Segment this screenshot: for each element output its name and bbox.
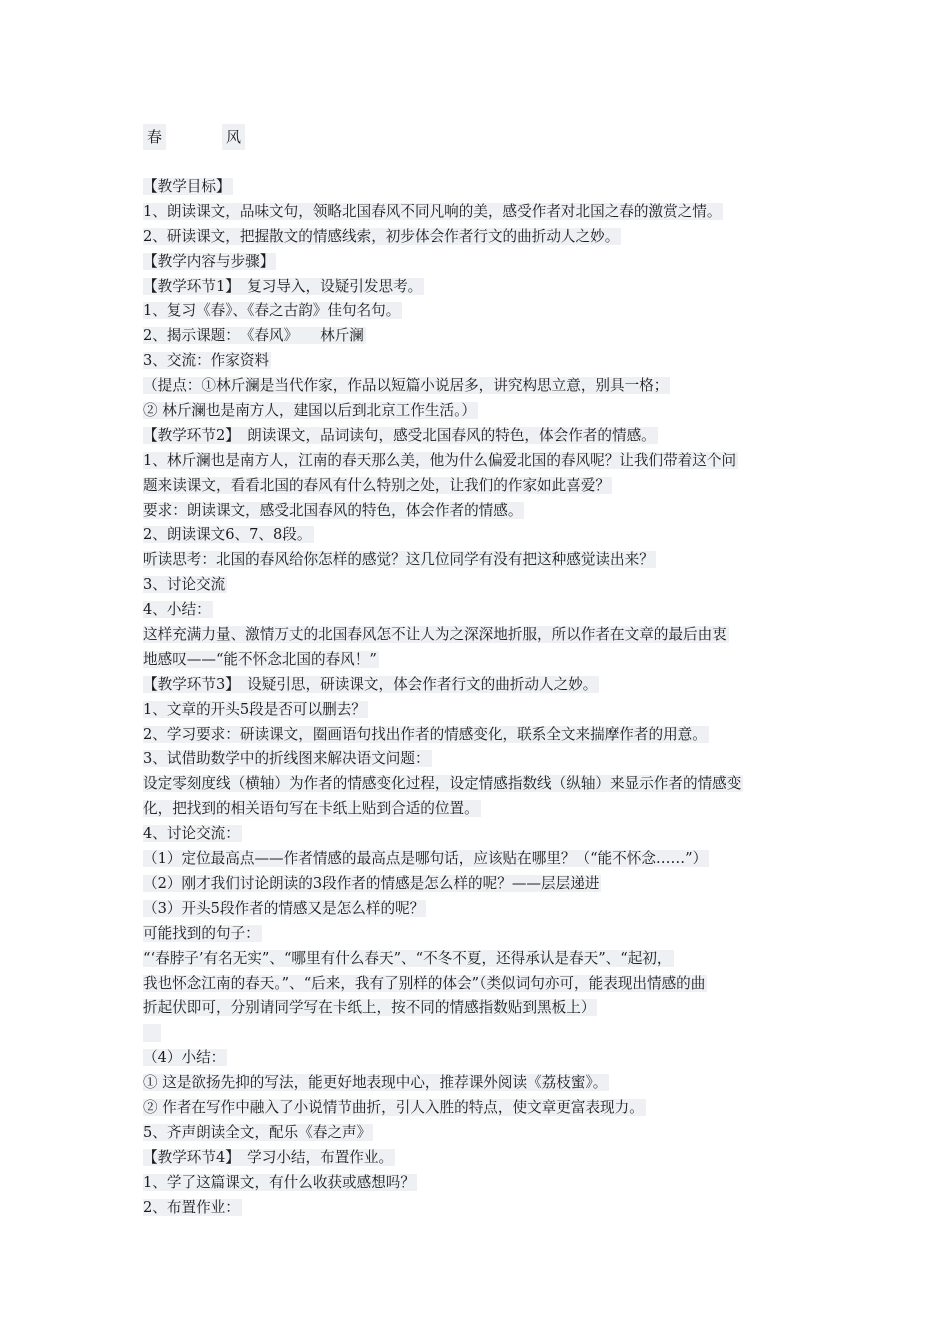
document-body xyxy=(143,175,813,1220)
text-line-content: 折起伏即可，分别请同学写在卡纸上，按不同的情感指数贴到黑板上） xyxy=(143,999,596,1017)
text-line-content: 【教学目标】 xyxy=(143,178,231,195)
text-line-content: （1）定位最高点——作者情感的最高点是哪句话，应该贴在哪里？（“能不怀念……”） xyxy=(143,850,708,868)
text-line xyxy=(143,499,813,524)
text-line-content: （3）开头5段作者的情感又是怎么样的呢？ xyxy=(143,899,425,917)
text-line-content: 【教学环节4】 学习小结，布置作业。 xyxy=(143,1148,394,1166)
text-line xyxy=(143,797,813,822)
text-line-content: 1、复习《春》、《春之古韵》佳句名句。 xyxy=(143,302,401,320)
text-line xyxy=(143,822,813,847)
text-line xyxy=(143,847,813,872)
text-line-content: 可能找到的句子： xyxy=(143,924,260,942)
text-line xyxy=(143,299,813,324)
text-line-content: 4、小结： xyxy=(143,601,211,619)
text-line xyxy=(143,548,813,573)
text-line-content: 地感叹——“能不怀念北国的春风！” xyxy=(143,650,377,668)
text-line xyxy=(143,648,813,673)
text-line-content: 1、学了这篇课文，有什么收获或感想吗？ xyxy=(143,1173,415,1191)
text-line-content: （4）小结： xyxy=(143,1049,226,1067)
text-line xyxy=(143,424,813,449)
text-line xyxy=(143,922,813,947)
text-line-content: ② 林斤澜也是南方人，建国以后到北京工作生活。） xyxy=(143,402,476,420)
text-line-content: 2、学习要求：研读课文，圈画语句找出作者的情感变化，联系全文来揣摩作者的用意。 xyxy=(143,725,707,743)
text-line xyxy=(143,1096,813,1121)
text-line-content: 这样充满力量、激情万丈的北国春风怎不让人为之深深地折服，所以作者在文章的最后由衷 xyxy=(143,626,727,644)
text-line xyxy=(143,996,813,1021)
text-line xyxy=(143,349,813,374)
text-line xyxy=(143,399,813,424)
text-line-content: 题来读课文，看看北国的春风有什么特别之处，让我们的作家如此喜爱？ xyxy=(143,476,611,494)
text-line-content: 2、朗读课文6、7、8段。 xyxy=(143,526,312,544)
text-line-content: （2）刚才我们讨论朗读的3段作者的情感是怎么样的呢？——层层递进 xyxy=(143,874,600,892)
text-line-content: 要求：朗读课文，感受北国春风的特色，体会作者的情感。 xyxy=(143,501,523,519)
text-line xyxy=(143,623,813,648)
text-line xyxy=(143,1196,813,1221)
text-line-content: 【教学环节3】 设疑引思，研读课文，体会作者行文的曲折动人之妙。 xyxy=(143,675,598,693)
text-line xyxy=(143,1046,813,1071)
document-title xyxy=(143,124,813,150)
text-line-content: “‘春脖子’有名无实”、“哪里有什么春天”、“不冬不夏，还得承认是春天”、“起初， xyxy=(143,949,672,967)
text-line xyxy=(143,598,813,623)
text-line xyxy=(143,573,813,598)
text-line xyxy=(143,1021,813,1046)
text-line-content: 2、揭示课题： 《春风》 林斤澜 xyxy=(143,327,364,345)
text-line xyxy=(143,374,813,399)
text-line xyxy=(143,1071,813,1096)
text-line xyxy=(143,523,813,548)
title-right: 风 xyxy=(222,124,245,150)
text-line xyxy=(143,872,813,897)
text-line xyxy=(143,673,813,698)
text-line xyxy=(143,275,813,300)
text-line-content: 化，把找到的相关语句写在卡纸上贴到合适的位置。 xyxy=(143,800,479,818)
text-line-content: 【教学内容与步骤】 xyxy=(143,252,275,270)
text-line xyxy=(143,449,813,474)
text-line-content: （提点：①林斤澜是当代作家，作品以短篇小说居多，讲究构思立意，别具一格； xyxy=(143,377,669,395)
text-line xyxy=(143,1171,813,1196)
text-line-content: 1、文章的开头5段是否可以删去？ xyxy=(143,700,366,718)
text-line-content: 2、布置作业： xyxy=(143,1198,240,1216)
text-line-content: 1、林斤澜也是南方人，江南的春天那么美，他为什么偏爱北国的春风呢？让我们带着这个问 xyxy=(143,451,737,469)
text-line xyxy=(143,225,813,250)
text-line-content: 2、研读课文，把握散文的情感线索，初步体会作者行文的曲折动人之妙。 xyxy=(143,227,620,245)
text-line xyxy=(143,250,813,275)
text-line xyxy=(143,324,813,349)
text-line-content: 3、试借助数学中的折线图来解决语文问题： xyxy=(143,750,430,768)
text-line xyxy=(143,972,813,997)
text-line-content: 听读思考：北国的春风给你怎样的感觉？这几位同学有没有把这种感觉读出来？ xyxy=(143,551,654,569)
text-line-content: 3、交流：作家资料 xyxy=(143,352,270,370)
text-line xyxy=(143,200,813,225)
text-line-content: 我也怀念江南的春天。”、“后来，我有了别样的体会”（类似词句亦可，能表现出情感的曲 xyxy=(143,974,706,992)
text-line-content: 3、讨论交流 xyxy=(143,576,226,594)
text-line-content: 设定零刻度线（横轴）为作者的情感变化过程，设定情感指数线（纵轴）来显示作者的情感变 xyxy=(143,775,742,793)
text-line xyxy=(143,698,813,723)
text-line xyxy=(143,747,813,772)
text-line xyxy=(143,897,813,922)
text-line-content: 5、齐声朗读全文，配乐《春之声》 xyxy=(143,1123,372,1141)
title-left: 春 xyxy=(143,124,166,150)
text-line xyxy=(143,175,813,200)
text-line-content: ① 这是欲扬先抑的写法，能更好地表现中心，推荐课外阅读《荔枝蜜》。 xyxy=(143,1074,608,1092)
text-line xyxy=(143,474,813,499)
text-line-content xyxy=(143,1024,161,1042)
text-line xyxy=(143,1146,813,1171)
text-line xyxy=(143,947,813,972)
text-line xyxy=(143,723,813,748)
text-line-content: ② 作者在写作中融入了小说情节曲折，引人入胜的特点，使文章更富表现力。 xyxy=(143,1098,644,1116)
text-line xyxy=(143,772,813,797)
text-line-content: 1、朗读课文，品味文句，领略北国春风不同凡响的美，感受作者对北国之春的激赏之情。 xyxy=(143,202,722,220)
text-line-content: 【教学环节2】 朗读课文，品词读句，感受北国春风的特色，体会作者的情感。 xyxy=(143,426,656,444)
text-line-content: 4、讨论交流： xyxy=(143,825,240,843)
text-line xyxy=(143,1121,813,1146)
text-line-content: 【教学环节1】 复习导入，设疑引发思考。 xyxy=(143,277,423,295)
document-page xyxy=(143,124,813,1220)
